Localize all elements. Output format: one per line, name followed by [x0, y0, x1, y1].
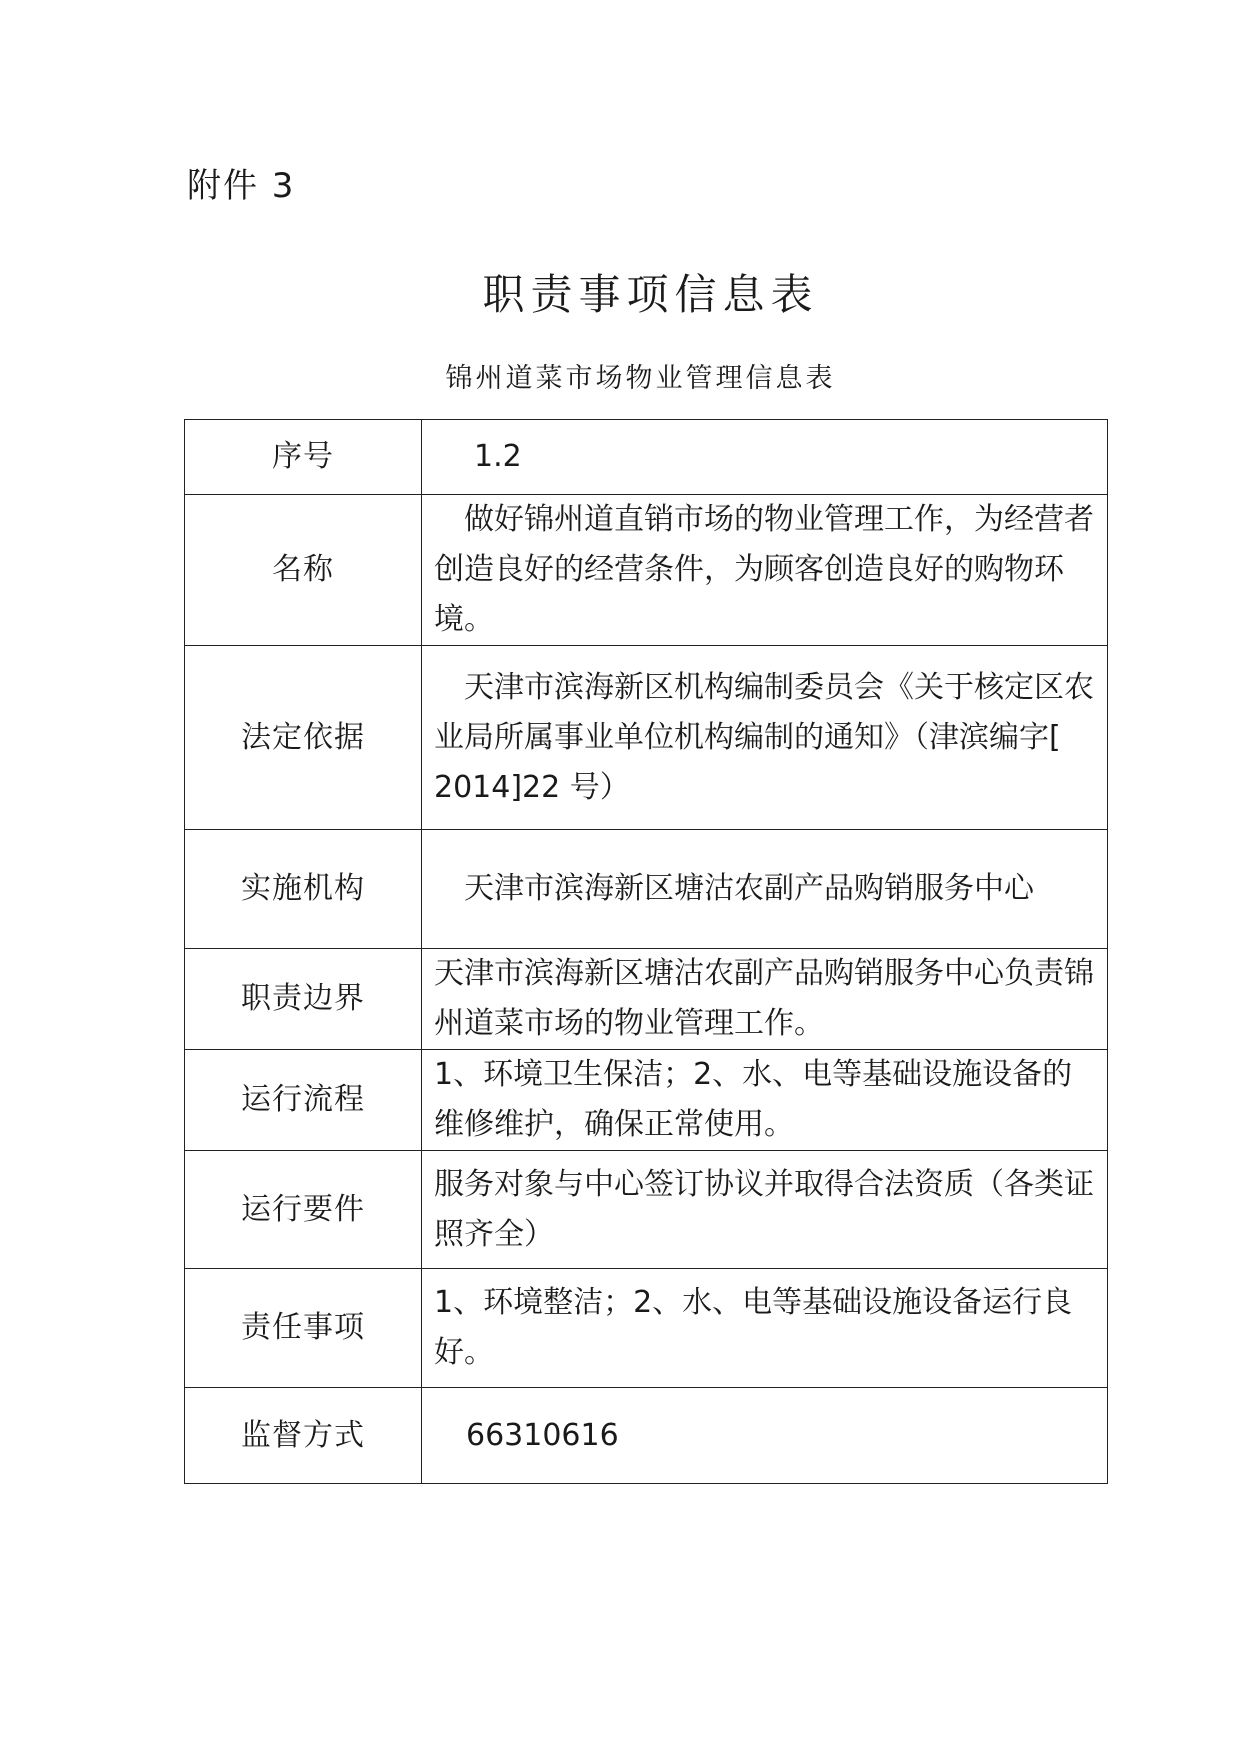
table-row — [185, 1388, 1108, 1484]
row-value-serial: 1.2 — [422, 420, 1108, 495]
row-label-name: 名称 — [185, 495, 422, 646]
info-table — [184, 419, 1108, 1484]
row-label-boundary: 职责边界 — [185, 949, 422, 1050]
row-label-responsibility: 责任事项 — [185, 1269, 422, 1388]
table-row — [185, 830, 1108, 949]
row-value-boundary: 天津市滨海新区塘沽农副产品购销服务中心负责锦州道菜市场的物业管理工作。 — [422, 949, 1108, 1050]
row-value-supervision: 66310616 — [422, 1388, 1108, 1484]
table-row — [185, 1269, 1108, 1388]
table-row — [185, 495, 1108, 646]
row-label-supervision: 监督方式 — [185, 1388, 422, 1484]
row-value-responsibility: 1、环境整洁；2、水、电等基础设施设备运行良好。 — [422, 1269, 1108, 1388]
row-value-legal-basis: 天津市滨海新区机构编制委员会《关于核定区农业局所属事业单位机构编制的通知》（津滨编字[ 2014]22 号） — [422, 646, 1108, 830]
row-value-requirements: 服务对象与中心签订协议并取得合法资质（各类证照齐全） — [422, 1151, 1108, 1269]
row-label-agency: 实施机构 — [185, 830, 422, 949]
table-row — [185, 420, 1108, 495]
row-label-serial: 序号 — [185, 420, 422, 495]
row-value-process: 1、环境卫生保洁；2、水、电等基础设施设备的维修维护，确保正常使用。 — [422, 1050, 1108, 1151]
table-row — [185, 949, 1108, 1050]
row-label-process: 运行流程 — [185, 1050, 422, 1151]
table-row — [185, 1151, 1108, 1269]
row-value-agency: 天津市滨海新区塘沽农副产品购销服务中心 — [422, 830, 1108, 949]
attachment-label: 附件 3 — [187, 166, 296, 206]
page-title: 职责事项信息表 — [482, 270, 819, 319]
row-label-requirements: 运行要件 — [185, 1151, 422, 1269]
table-row — [185, 1050, 1108, 1151]
page-subtitle: 锦州道菜市场物业管理信息表 — [445, 363, 836, 394]
table-row — [185, 646, 1108, 830]
row-label-legal-basis: 法定依据 — [185, 646, 422, 830]
row-value-name: 做好锦州道直销市场的物业管理工作，为经营者创造良好的经营条件，为顾客创造良好的购物环境。 — [422, 495, 1108, 646]
